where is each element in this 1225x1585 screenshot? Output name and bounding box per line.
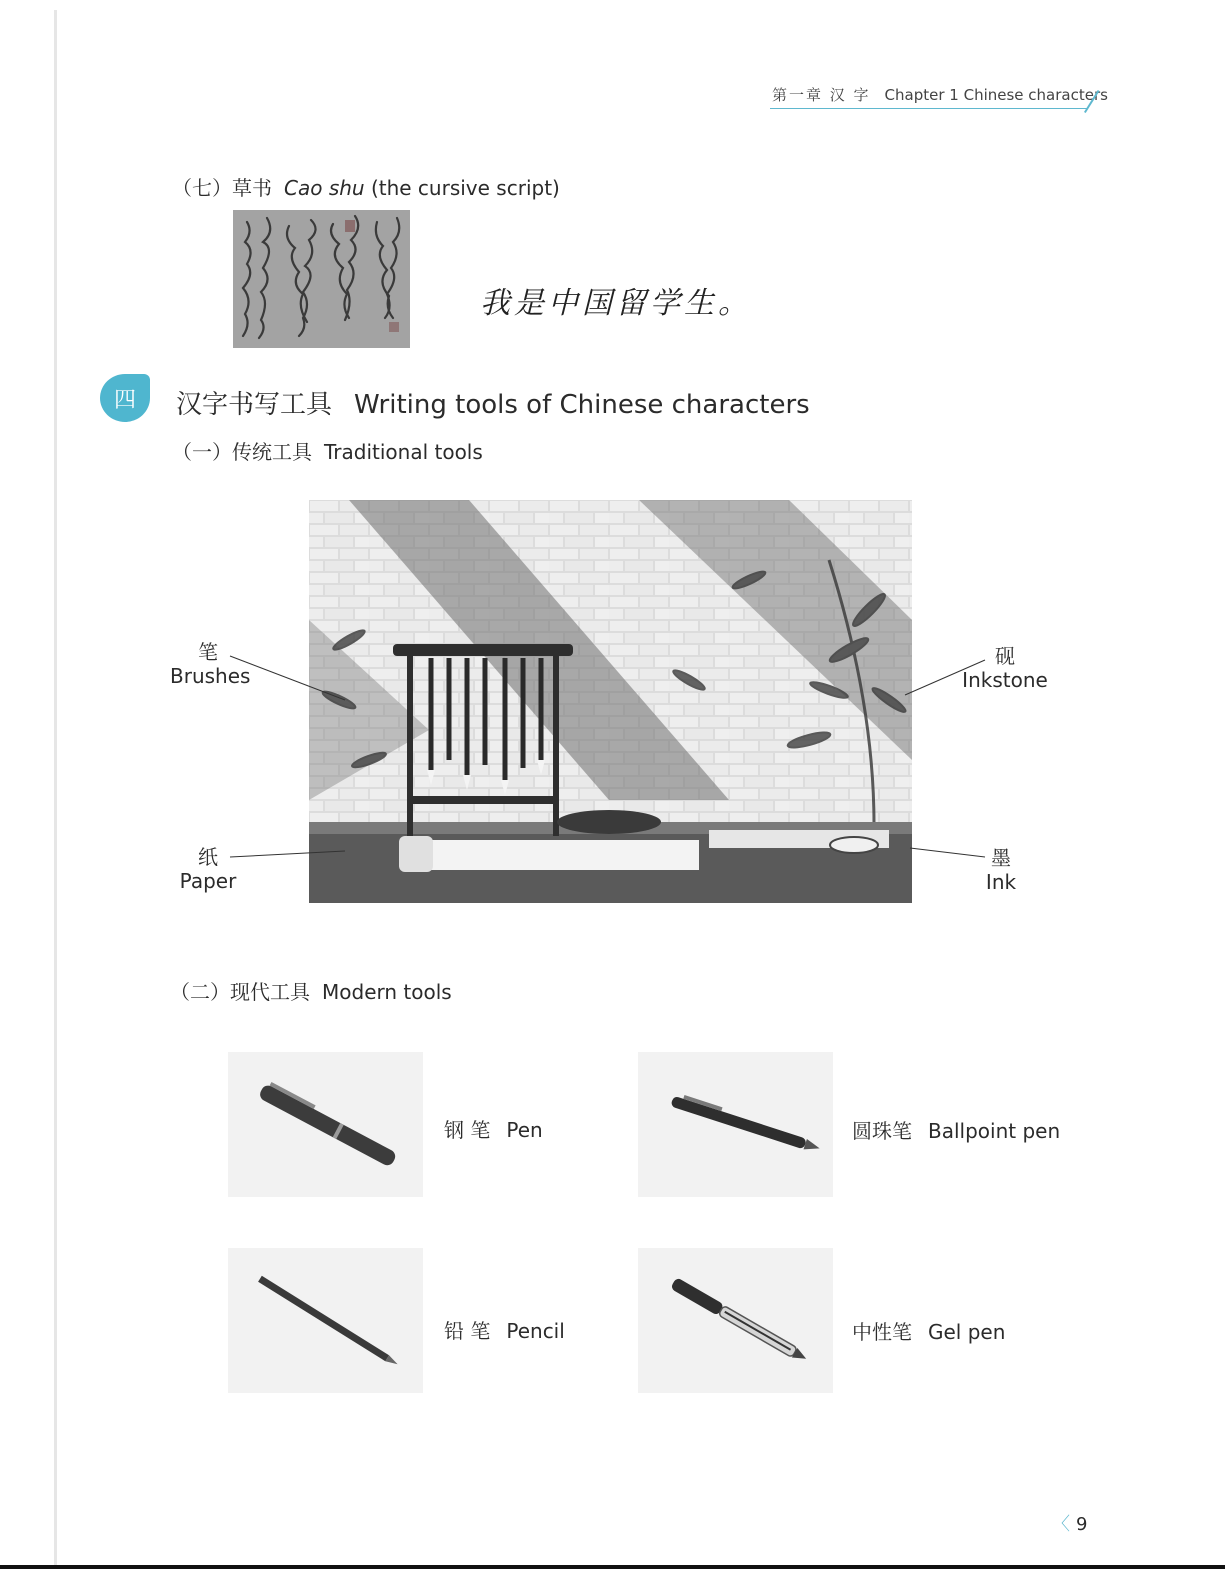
traditional-heading-en: Traditional tools — [324, 440, 483, 464]
tool-label-gel-pen-en: Gel pen — [928, 1320, 1006, 1344]
page-spine-shadow — [54, 10, 57, 1565]
tool-label-gel-pen — [852, 1316, 1005, 1345]
cursive-heading-en: (the cursive script) — [370, 176, 560, 200]
modern-heading — [170, 976, 452, 1005]
gel-pen-drawing — [638, 1248, 833, 1393]
chapter-title-zh: 第一章 汉 字 — [772, 86, 871, 104]
bottom-border — [0, 1565, 1225, 1569]
running-header — [770, 84, 1110, 116]
page-number — [1052, 1510, 1087, 1536]
callout-brushes — [170, 640, 251, 688]
traditional-heading — [172, 436, 483, 465]
ballpoint-pen-image — [638, 1052, 833, 1197]
ballpoint-pen-drawing — [638, 1052, 833, 1197]
modern-heading-num: （二） — [170, 980, 230, 1004]
tool-label-pen-zh: 钢 笔 — [444, 1118, 491, 1142]
tool-label-pencil — [444, 1315, 565, 1344]
tool-label-ballpoint-pen-en: Ballpoint pen — [928, 1119, 1061, 1143]
cursive-heading-pinyin: Cao shu — [284, 176, 365, 200]
tool-label-pencil-zh: 铅 笔 — [444, 1319, 491, 1343]
cursive-heading-zh: 草书 — [232, 176, 272, 200]
callout-inkstone-zh: 砚 — [995, 644, 1015, 668]
callout-inkstone — [962, 644, 1048, 692]
tool-label-ballpoint-pen-zh: 圆珠笔 — [852, 1119, 912, 1143]
callout-paper-zh: 纸 — [198, 845, 218, 869]
tool-label-pen — [444, 1114, 543, 1143]
tool-label-gel-pen-zh: 中性笔 — [852, 1320, 912, 1344]
chevron-left-icon: 〈 — [1052, 1514, 1070, 1535]
cursive-heading-num: （七） — [172, 176, 232, 200]
modern-heading-zh: 现代工具 — [230, 980, 310, 1004]
cursive-heading — [172, 172, 560, 201]
gel-pen-image — [638, 1248, 833, 1393]
pen-drawing — [228, 1052, 423, 1197]
tool-label-ballpoint-pen — [852, 1115, 1060, 1144]
page-number-value: 9 — [1076, 1514, 1088, 1535]
callout-inkstone-en: Inkstone — [962, 668, 1048, 692]
pencil-image — [228, 1248, 423, 1393]
callout-paper-en: Paper — [179, 869, 237, 893]
traditional-tools-illustration — [309, 500, 912, 903]
section-title — [176, 384, 810, 421]
tool-label-pencil-en: Pencil — [506, 1319, 565, 1343]
traditional-heading-num: （一） — [172, 440, 232, 464]
cursive-calligraphy-image — [233, 210, 410, 348]
traditional-tools-photo — [309, 500, 912, 903]
cursive-calligraphy-drawing — [233, 210, 410, 348]
modern-heading-en: Modern tools — [322, 980, 452, 1004]
callout-ink-zh: 墨 — [991, 846, 1011, 870]
section-title-zh: 汉字书写工具 — [176, 390, 333, 420]
cursive-sample-text: 我是中国留学生。 — [480, 286, 752, 321]
callout-paper — [176, 845, 240, 893]
section-title-en: Writing tools of Chinese characters — [354, 390, 810, 420]
header-rule — [770, 108, 1088, 109]
callout-ink — [980, 846, 1022, 894]
callout-brushes-zh: 笔 — [198, 640, 218, 664]
pencil-drawing — [228, 1248, 423, 1393]
chapter-title-en: Chapter 1 Chinese characters — [884, 86, 1108, 104]
tool-label-pen-en: Pen — [506, 1118, 543, 1142]
traditional-heading-zh: 传统工具 — [232, 440, 312, 464]
section-number-badge — [100, 374, 150, 422]
callout-brushes-en: Brushes — [170, 664, 251, 688]
pen-image — [228, 1052, 423, 1197]
callout-ink-en: Ink — [985, 870, 1017, 894]
section-number: 四 — [113, 388, 136, 413]
